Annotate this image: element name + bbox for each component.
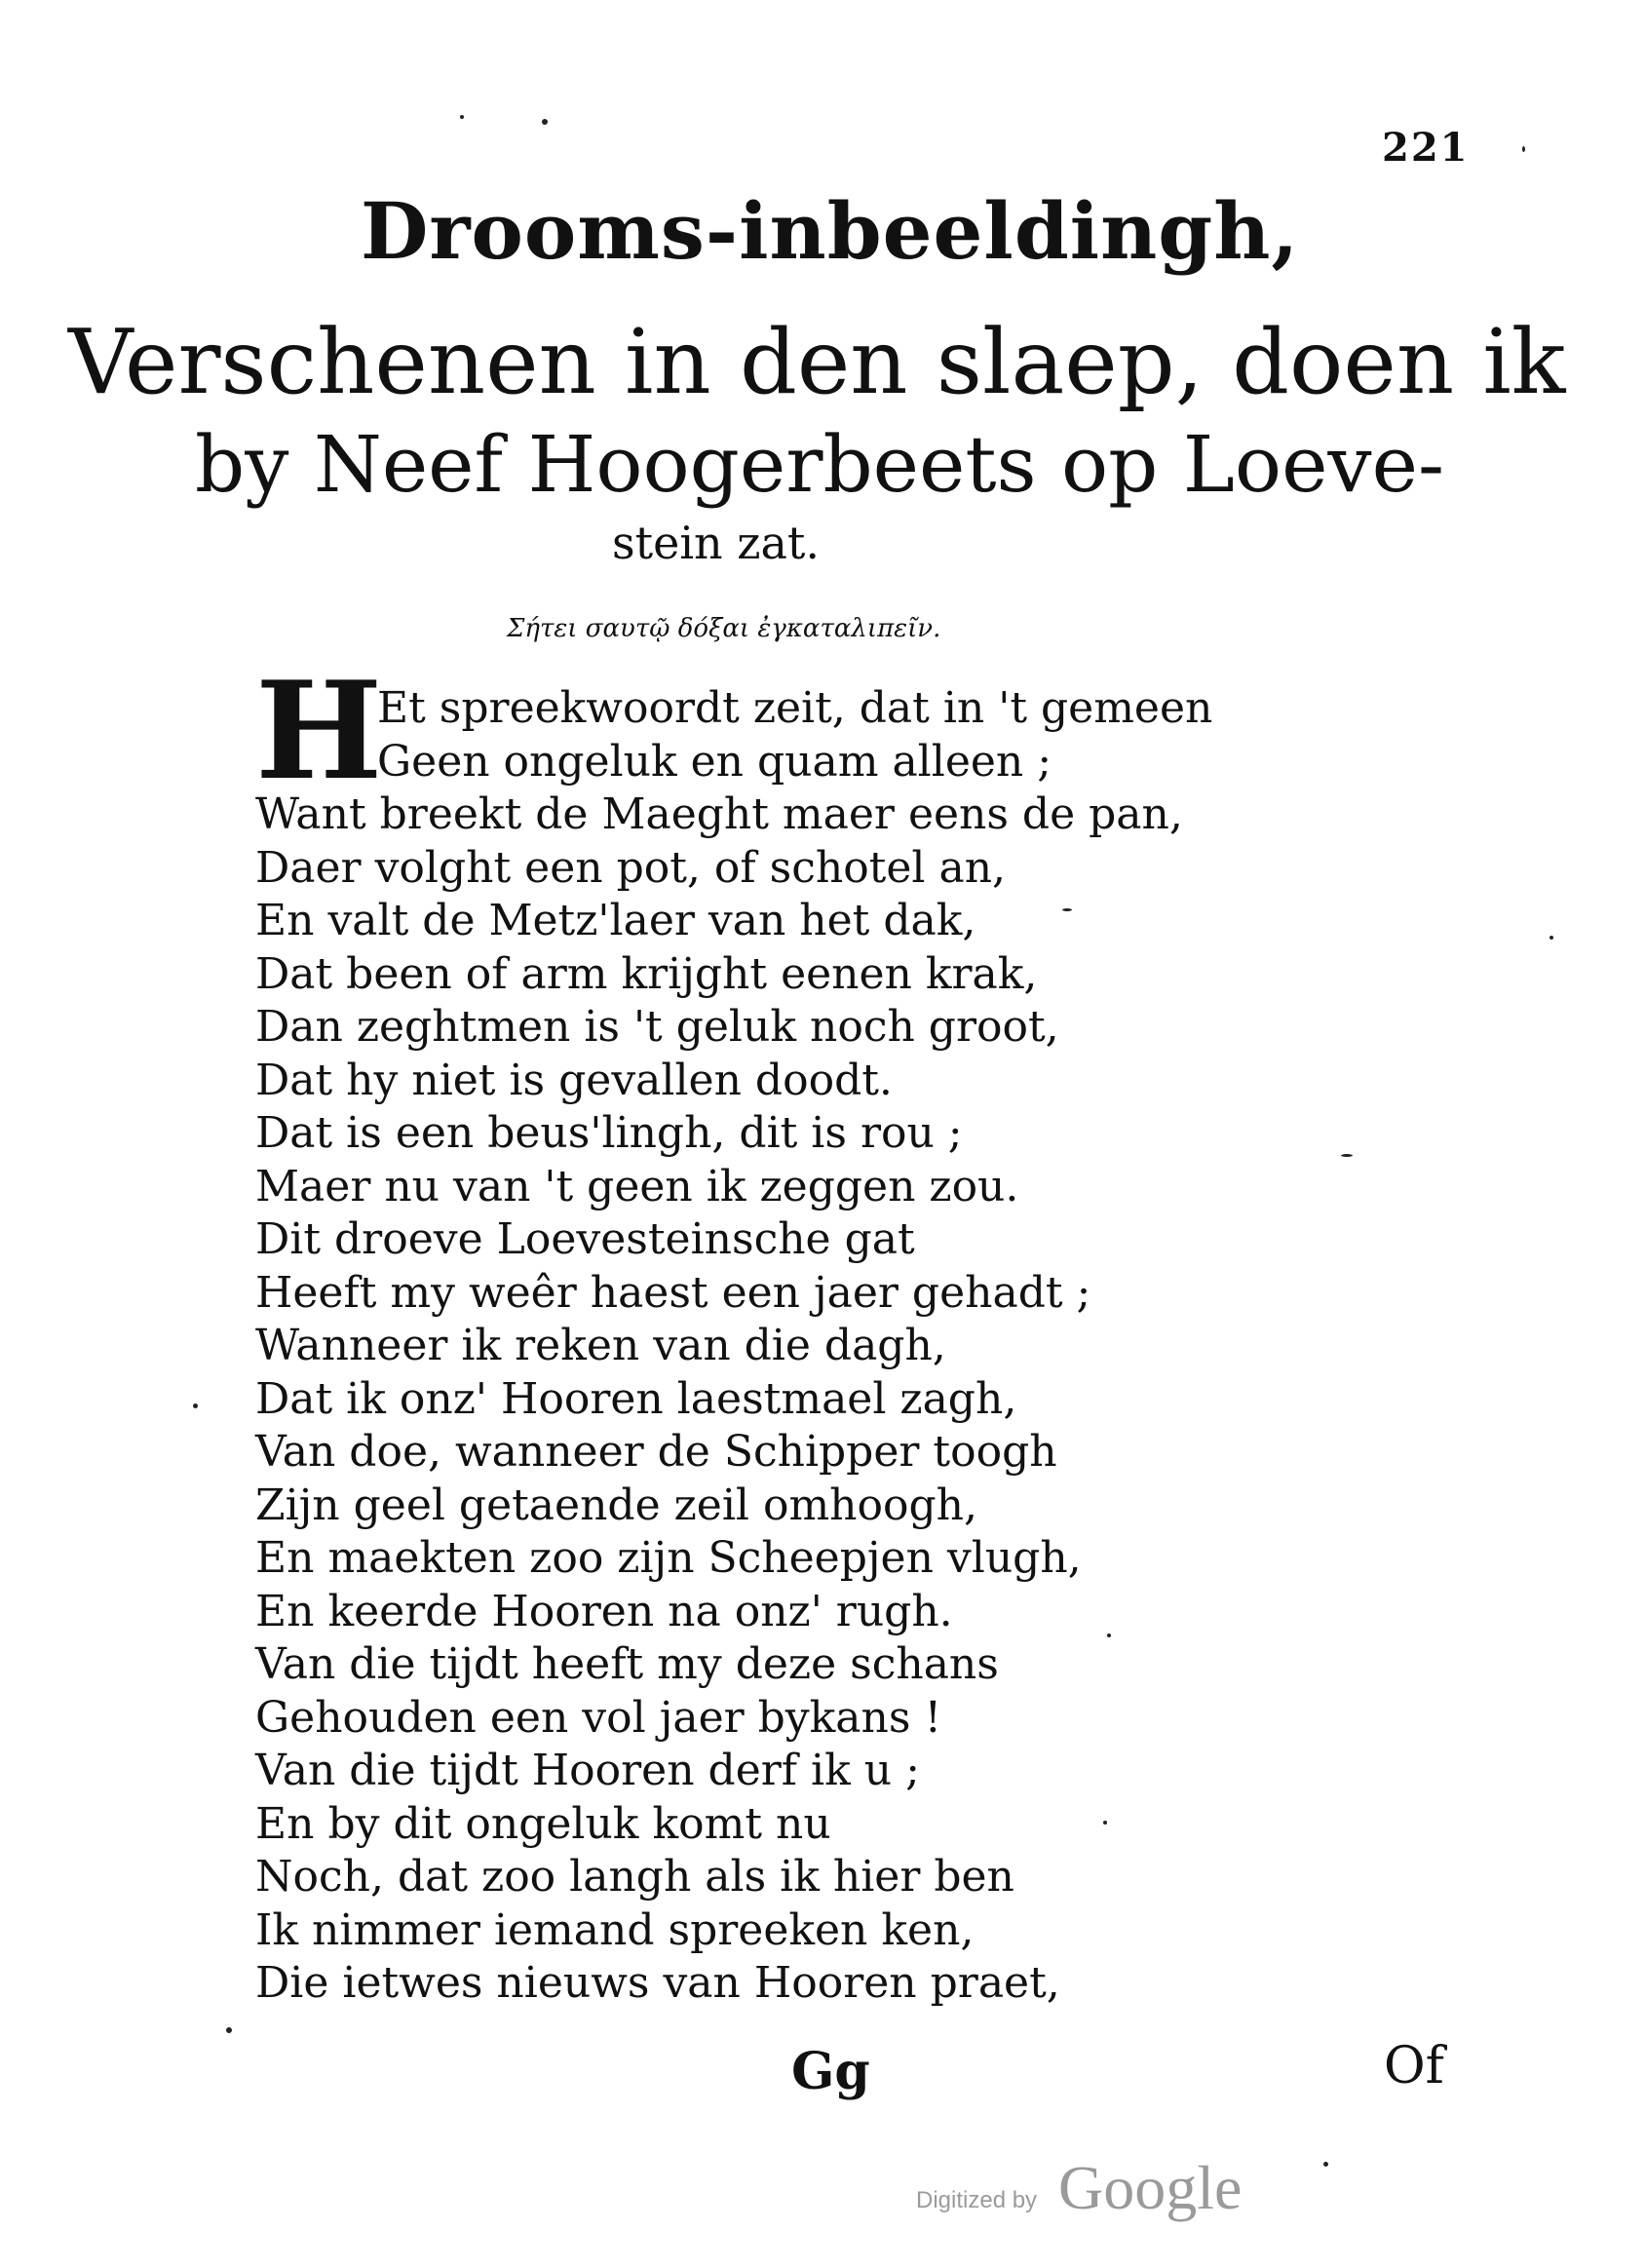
print-speck: [1062, 908, 1072, 911]
title-line-3: by Neef Hoogerbeets op Loeve-: [195, 419, 1444, 510]
poem-line: Dat been of arm krijght eenen krak,: [255, 948, 1038, 999]
print-speck: [460, 115, 464, 119]
poem-line: Dat hy niet is gevallen doodt.: [255, 1055, 893, 1105]
poem-line: Dit droeve Loevesteinsche gat: [255, 1214, 915, 1264]
title-line-4: stein zat.: [612, 517, 821, 569]
poem-line: En by dit ongeluk komt nu: [255, 1798, 831, 1849]
poem-line: Maer nu van 't geen ik zeggen zou.: [255, 1161, 1019, 1211]
poem-line: Gehouden een vol jaer bykans !: [255, 1692, 942, 1743]
poem-line: Ik nimmer iemand spreeken ken,: [255, 1904, 975, 1955]
digitized-watermark: [916, 2152, 1267, 2230]
poem-line: Heeft my weêr haest een jaer gehadt ;: [255, 1267, 1091, 1318]
poem-line: Geen ongeluk en quam alleen ;: [377, 736, 1052, 787]
print-speck: [542, 119, 548, 125]
poem-body: [255, 682, 1376, 2011]
title-line-2: Verschenen in den slaep, doen ik: [68, 310, 1566, 414]
poem-line: Van die tijdt Hooren derf ik u ;: [255, 1746, 920, 1795]
print-speck: [1341, 1154, 1353, 1157]
print-speck: [1103, 1821, 1107, 1825]
poem-line: Dan zeghtmen is 't geluk noch groot,: [255, 1002, 1059, 1052]
poem-line: En keerde Hooren na onz' rugh.: [255, 1586, 953, 1636]
print-speck: [193, 1403, 198, 1408]
poem-line: Van doe, wanneer de Schipper toogh: [255, 1427, 1057, 1477]
poem-line: Daer volght een pot, of schotel an,: [255, 842, 1007, 893]
catchword: Of: [1384, 2037, 1444, 2095]
print-speck: [1522, 146, 1525, 152]
drop-cap: H: [255, 651, 383, 810]
title-line-1: Drooms-inbeeldingh,: [361, 185, 1300, 277]
print-speck: [1107, 1634, 1111, 1637]
poem-line: En valt de Metz'laer van het dak,: [255, 896, 976, 945]
poem-line: Dat ik onz' Hooren laestmael zagh,: [255, 1373, 1017, 1424]
poem-line: Noch, dat zoo langh als ik hier ben: [255, 1852, 1014, 1902]
poem-line: Die ietwes nieuws van Hooren praet,: [255, 1958, 1060, 2008]
page-number: 221: [1382, 125, 1470, 171]
signature-mark: Gg: [791, 2042, 870, 2101]
poem-line: Want breekt de Maeght maer eens de pan,: [255, 789, 1183, 839]
greek-motto: Σήτει σαυτῷ δόξαι ἐγκαταλιπεῖν.: [507, 614, 941, 643]
poem-line: Zijn geel getaende zeil omhoogh,: [255, 1480, 977, 1530]
poem-line: En maekten zoo zijn Scheepjen vlugh,: [255, 1533, 1082, 1583]
watermark-prefix: Digitized by: [916, 2187, 1038, 2213]
poem-line: Wanneer ik reken van die dagh,: [255, 1321, 946, 1370]
print-speck: [226, 2027, 232, 2033]
poem-line: Et spreekwoordt zeit, dat in 't gemeen: [377, 683, 1213, 733]
print-speck: [1549, 936, 1553, 940]
poem-line: Dat is een beus'lingh, dit is rou ;: [255, 1108, 963, 1158]
poem-line: Van die tijdt heeft my deze schans: [255, 1639, 999, 1689]
google-logo: Google: [1058, 2153, 1243, 2222]
print-speck: [1323, 2162, 1328, 2167]
